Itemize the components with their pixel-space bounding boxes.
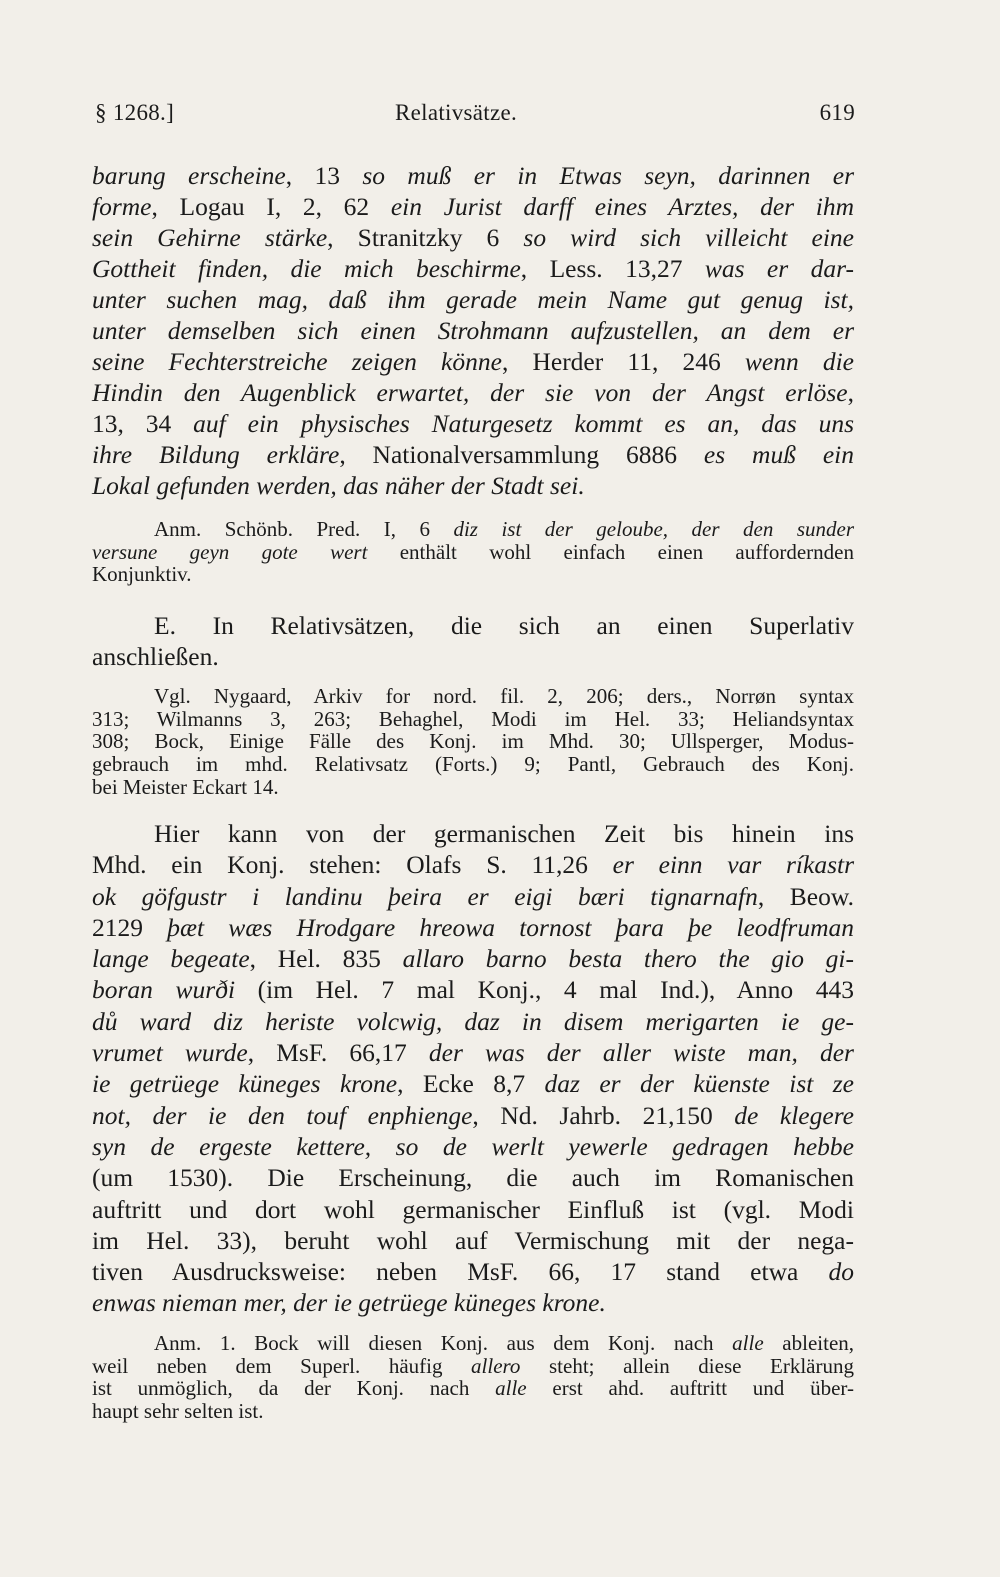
- reference-line: gebrauch im mhd. Relativsatz (Forts.) 9; Pantl, Gebrauch des Konj.: [92, 752, 854, 777]
- text-line: tiven Ausdrucksweise: neben MsF. 66, 17 stand etwa do: [92, 1257, 854, 1287]
- section-reference: § 1268.]: [95, 100, 175, 125]
- text-line: seine Fechterstreiche zeigen könne, Herder 11, 246 wenn die: [92, 347, 855, 376]
- heading-line: E. In Relativsätzen, die sich an einen Superlativ: [154, 611, 854, 640]
- annotation-line: versune geyn gote wert enthält wohl einfach einen auffordernden: [92, 539, 854, 564]
- text-line: boran wurði (im Hel. 7 mal Konj., 4 mal Ind.), Anno 443: [92, 975, 854, 1005]
- text-line: 2129 þæt wæs Hrodgare hreowa tornost þara þe leodfruman: [92, 912, 854, 942]
- text-line: forme, Logau I, 2, 62 ein Jurist darff eines Arztes, der ihm: [92, 192, 854, 221]
- text-line: not, der ie den touf enphienge, Nd. Jahrb. 21,150 de klegere: [92, 1100, 854, 1130]
- text-line: Hier kann von der germanischen Zeit bis hinein ins: [154, 819, 854, 848]
- page-number: 619: [819, 100, 855, 125]
- text-line: (um 1530). Die Erscheinung, die auch im Romanischen: [92, 1163, 854, 1193]
- reference-line: bei Meister Eckart 14.: [92, 774, 279, 799]
- annotation-line: weil neben dem Superl. häufig allero steht; allein diese Erklärung: [92, 1353, 854, 1378]
- annotation-line: Konjunktiv.: [92, 562, 192, 587]
- heading-line: anschließen.: [92, 642, 219, 671]
- paragraph-germanic: [92, 818, 854, 1319]
- text-line: Hindin den Augenblick erwartet, der sie von der Angst erlöse,: [92, 378, 854, 407]
- annotation-line: haupt sehr selten ist.: [92, 1399, 264, 1424]
- text-line: im Hel. 33), beruht wohl auf Vermischung mit der nega-: [92, 1225, 854, 1255]
- text-line: Gottheit finden, die mich beschirme, Less. 13,27 was er dar-: [92, 254, 854, 283]
- running-title: Relativsätze.: [395, 100, 518, 125]
- text-line: dů ward diz heriste volcwig, daz in disem merigarten ie ge-: [92, 1006, 854, 1036]
- section-heading-e: [92, 610, 854, 672]
- text-line: vrumet wurde, MsF. 66,17 der was der aller wiste man, der: [92, 1038, 854, 1068]
- annotation-line: Anm. Schönb. Pred. I, 6 diz ist der geloube, der den sunder: [154, 517, 854, 541]
- text-line: unter demselben sich einen Strohmann aufzustellen, an dem er: [92, 316, 854, 345]
- running-header: [95, 100, 855, 136]
- paragraph-examples: [92, 160, 854, 501]
- reference-line: 308; Bock, Einige Fälle des Konj. im Mhd. 30; Ullsperger, Modus-: [92, 729, 854, 754]
- text-line: 13, 34 auf ein physisches Naturgesetz kommt es an, das uns: [92, 409, 854, 438]
- annotation-2: [92, 1332, 854, 1423]
- text-line: sein Gehirne stärke, Stranitzky 6 so wird sich villeicht eine: [92, 223, 854, 252]
- text-line: auftritt und dort wohl germanischer Einfluß ist (vgl. Modi: [92, 1194, 854, 1224]
- text-line: lange begeate, Hel. 835 allaro barno besta thero the gio gi-: [92, 944, 854, 974]
- annotation-line: ist unmöglich, da der Konj. nach alle erst ahd. auftritt und über-: [92, 1376, 854, 1401]
- text-line: syn de ergeste kettere, so de werlt yewerle gedragen hebbe: [92, 1131, 854, 1161]
- text-line: Mhd. ein Konj. stehen: Olafs S. 11,26 er einn var ríkastr: [92, 850, 854, 880]
- text-line: ie getrüege küneges krone, Ecke 8,7 daz er der küenste ist ze: [92, 1069, 854, 1099]
- reference-line: 313; Wilmanns 3, 263; Behaghel, Modi im Hel. 33; Heliandsyntax: [92, 706, 854, 731]
- text-line: enwas nieman mer, der ie getrüege küneges krone.: [92, 1288, 606, 1318]
- text-line: barung erscheine, 13 so muß er in Etwas seyn, darinnen er: [92, 161, 854, 190]
- reference-line: Vgl. Nygaard, Arkiv for nord. fil. 2, 206; ders., Norrøn syntax: [154, 684, 854, 708]
- text-line: unter suchen mag, daß ihm gerade mein Name gut genug ist,: [92, 285, 854, 314]
- text-line: ok göfgustr i landinu þeira er eigi bæri tignarnafn, Beow.: [92, 881, 854, 911]
- annotation-1: [92, 518, 854, 586]
- bibliography-references: [92, 685, 854, 798]
- text-line: ihre Bildung erkläre, Nationalversammlung 6886 es muß ein: [92, 440, 854, 469]
- annotation-line: Anm. 1. Bock will diesen Konj. aus dem Konj. nach alle ableiten,: [154, 1331, 855, 1355]
- text-line: Lokal gefunden werden, das näher der Stadt sei.: [92, 471, 585, 500]
